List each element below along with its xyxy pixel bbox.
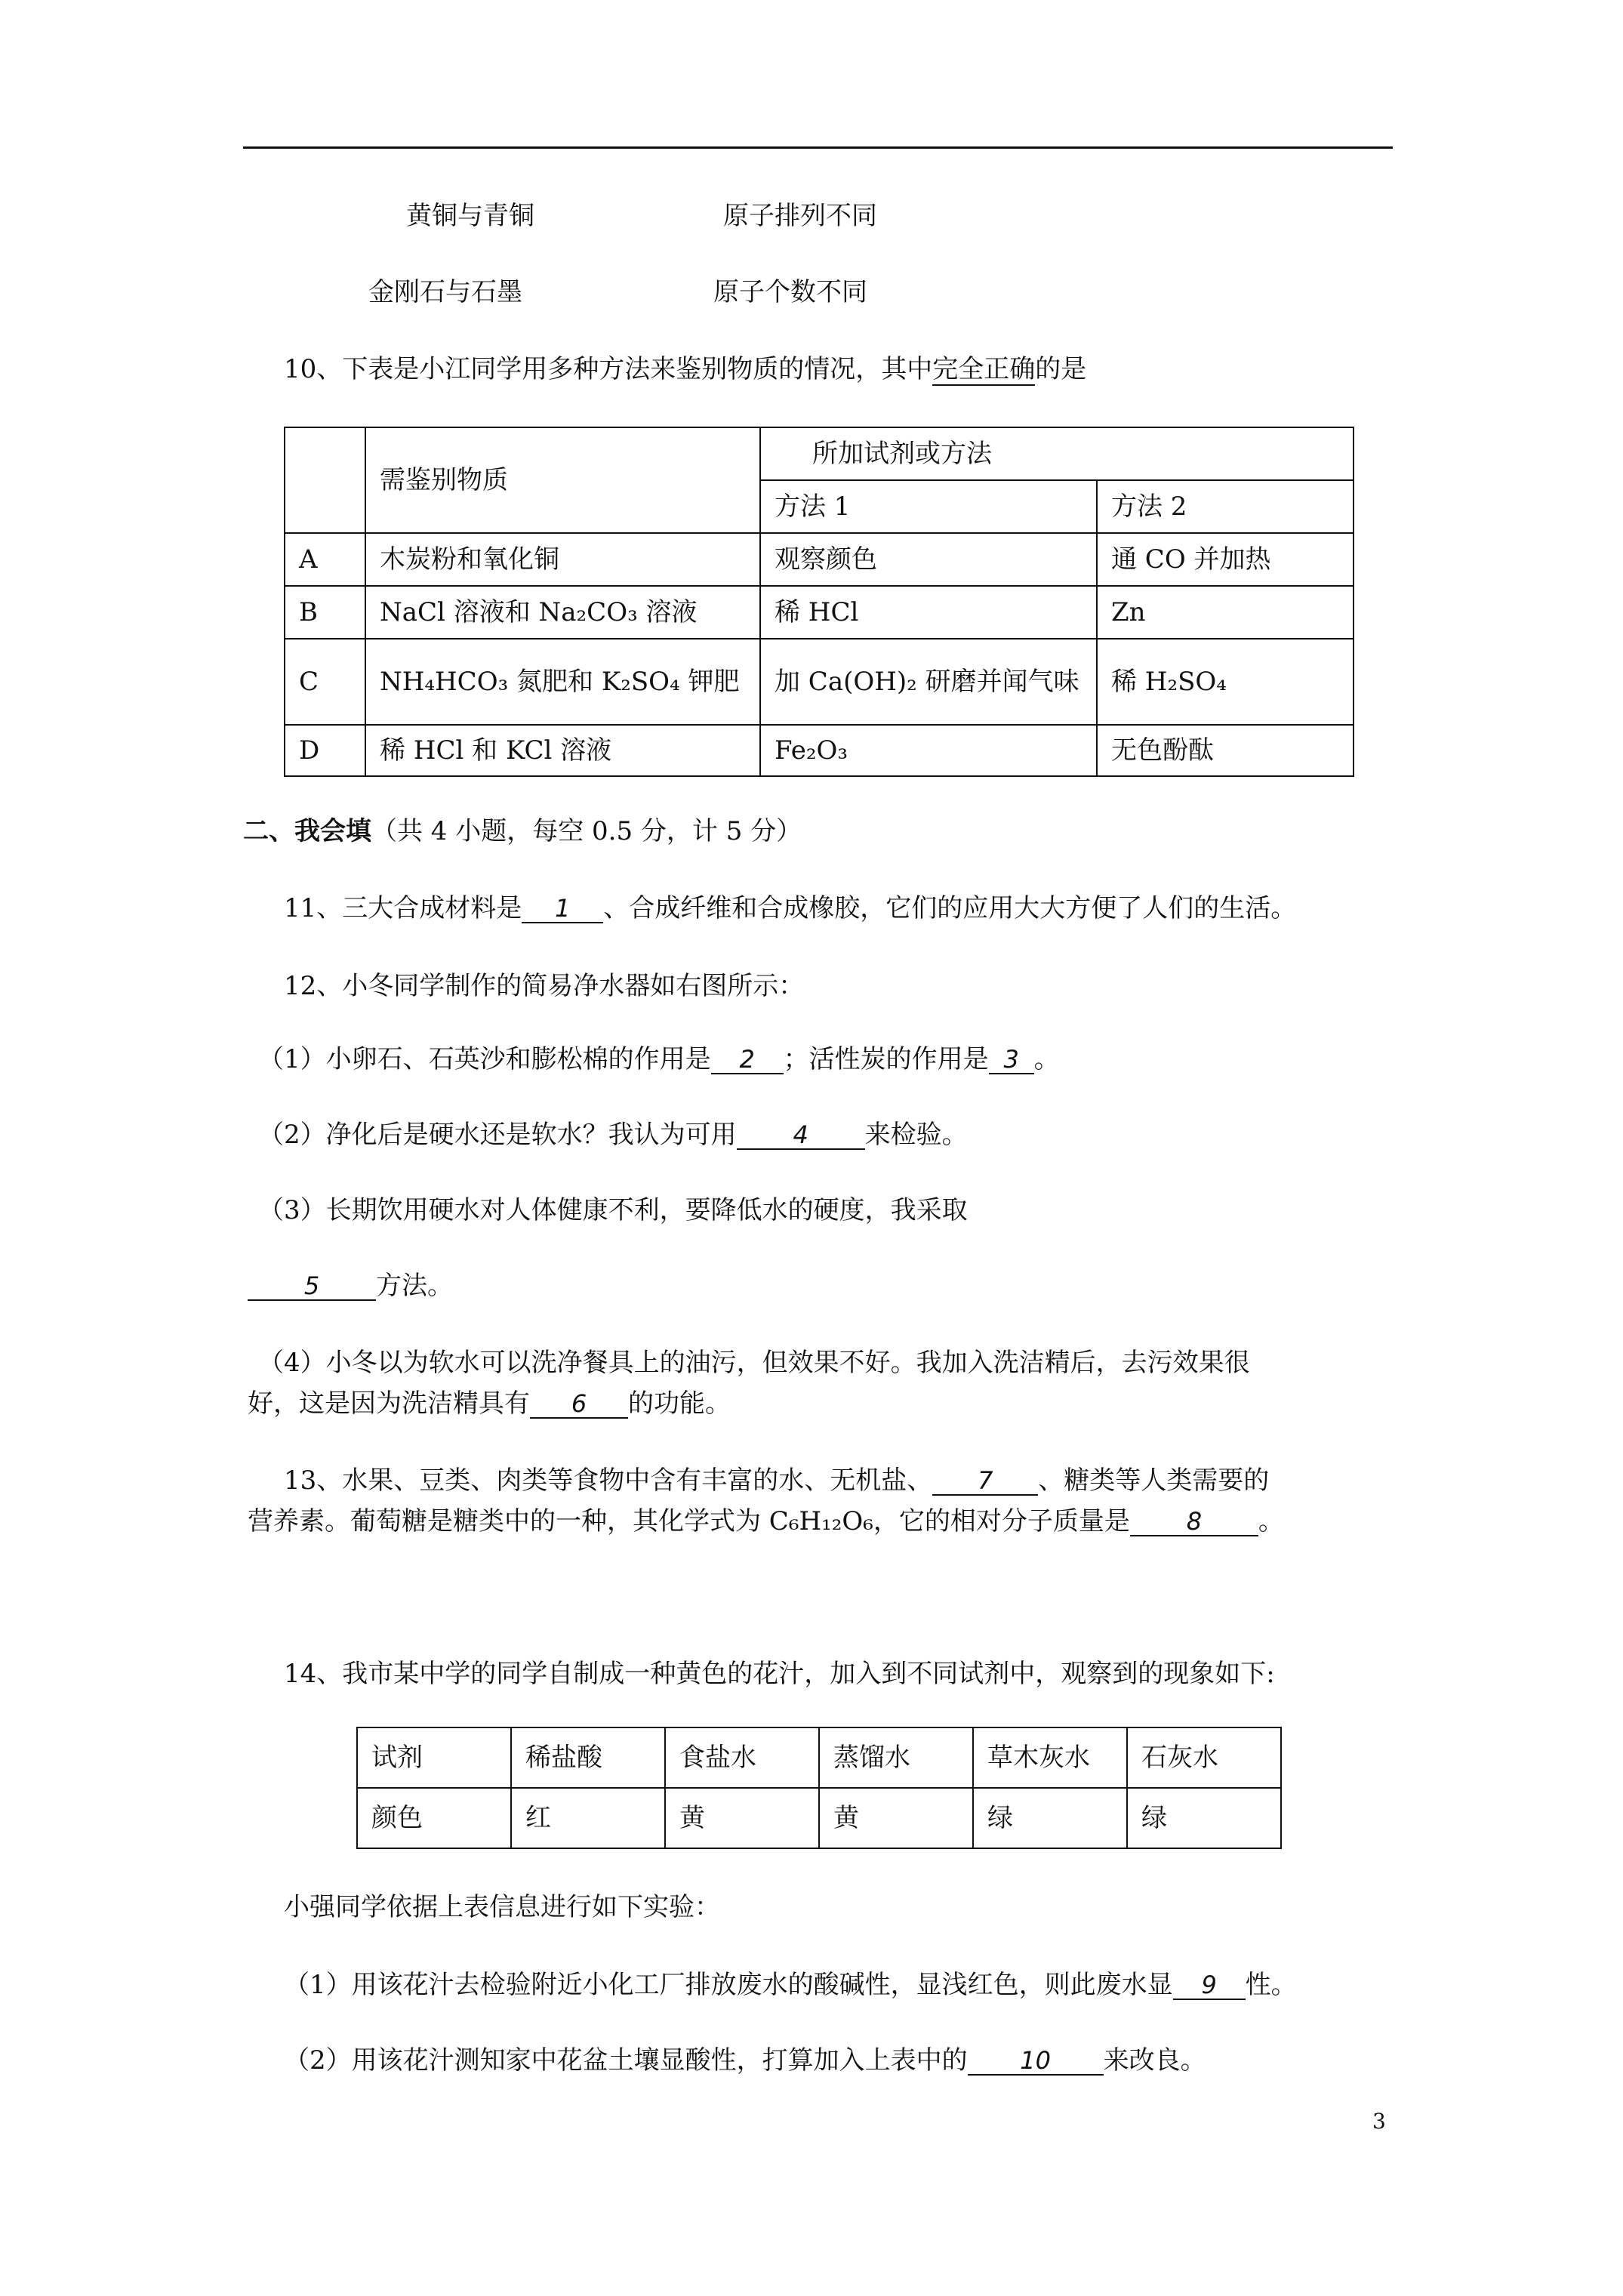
table-cell: 稀盐酸 (511, 1727, 665, 1788)
q12-1-text-a: （1）小卵石、石英沙和膨松棉的作用是 (258, 1044, 711, 1074)
answer-blank-5[interactable]: 5 (248, 1273, 376, 1301)
q14-intro: 14、我市某中学的同学自制成一种黄色的花汁，加入到不同试剂中，观察到的现象如下: (284, 1659, 1275, 1689)
table-cell: 蒸馏水 (819, 1727, 973, 1788)
q10-emphasis: 完全正确 (932, 354, 1036, 384)
q14-2-text-a: （2）用该花汁测知家中花盆土壤显酸性，打算加入上表中的 (284, 2045, 968, 2076)
table-row (285, 725, 1354, 776)
q14-2-text-b: 来改良。 (1103, 2045, 1206, 2076)
table-cell: 绿 (1127, 1788, 1281, 1848)
q12-4-text-b: 的功能。 (628, 1388, 731, 1419)
q10-suffix: 的是 (1035, 354, 1087, 384)
table-row (285, 586, 1354, 639)
row-label: C (285, 639, 365, 725)
table-cell: 草木灰水 (973, 1727, 1127, 1788)
q13-text-b: 、糖类等人类需要的 (1038, 1465, 1270, 1496)
indicator-table (356, 1727, 1282, 1849)
q13-line2 (248, 1505, 1284, 1538)
q12-4-text-a: 好，这是因为洗洁精具有 (248, 1388, 530, 1419)
method2-cell: 稀 H₂SO₄ (1097, 639, 1354, 725)
answer-blank-2[interactable]: 2 (711, 1046, 784, 1074)
section-2-detail: （共 4 小题，每空 0.5 分，计 5 分） (371, 816, 802, 846)
substance-cell: 稀 HCl 和 KCl 溶液 (365, 725, 760, 776)
q11-text-a: 11、三大合成材料是 (284, 893, 522, 923)
answer-blank-4[interactable]: 4 (737, 1122, 865, 1150)
method1-cell: 加 Ca(OH)₂ 研磨并闻气味 (760, 639, 1097, 725)
substance-cell: NH₄HCO₃ 氮肥和 K₂SO₄ 钾肥 (365, 639, 760, 725)
section-2-heading (243, 815, 802, 848)
table1-corner-cell (285, 427, 365, 533)
q12-part4-line1: （4）小冬以为软水可以洗净餐具上的油污，但效果不好。我加入洗洁精后，去污效果很 (258, 1348, 1250, 1378)
q11 (284, 892, 1296, 925)
q11-text-b: 、合成纤维和合成橡胶，它们的应用大大方便了人们的生活。 (603, 893, 1297, 923)
q12-2-text-a: （2）净化后是硬水还是软水？我认为可用 (258, 1120, 737, 1150)
q12-1-text-b: ；活性炭的作用是 (783, 1044, 989, 1074)
method2-cell: 通 CO 并加热 (1097, 533, 1354, 586)
q12-1-text-c: 。 (1033, 1044, 1060, 1074)
table-cell: 绿 (973, 1788, 1127, 1848)
q12-2-text-b: 来检验。 (864, 1120, 968, 1150)
table-row (285, 639, 1354, 725)
match-right-1: 原子排列不同 (723, 201, 877, 231)
table-cell: 黄 (665, 1788, 819, 1848)
table-cell: 石灰水 (1127, 1727, 1281, 1788)
table1-header-substance: 需鉴别物质 (365, 427, 760, 533)
answer-blank-3[interactable]: 3 (989, 1046, 1034, 1074)
substance-cell: NaCl 溶液和 Na₂CO₃ 溶液 (365, 586, 760, 639)
substance-cell: 木炭粉和氧化铜 (365, 533, 760, 586)
q14-part2 (284, 2045, 1206, 2077)
q12-intro: 12、小冬同学制作的简易净水器如右图所示： (284, 971, 805, 1001)
method2-cell: Zn (1097, 586, 1354, 639)
answer-blank-10[interactable]: 10 (968, 2048, 1104, 2076)
table1-header-row (285, 427, 1354, 480)
q12-part3: （3）长期饮用硬水对人体健康不利，要降低水的硬度，我采取 (258, 1195, 968, 1225)
q13-text-d: 。 (1258, 1506, 1284, 1536)
q13-line1 (284, 1465, 1269, 1497)
q14-experiment-intro: 小强同学依据上表信息进行如下实验： (284, 1892, 720, 1922)
table1-header-method1: 方法 1 (760, 480, 1097, 533)
row-label: A (285, 533, 365, 586)
table-cell: 红 (511, 1788, 665, 1848)
identification-table (284, 427, 1354, 777)
table-cell: 试剂 (357, 1727, 511, 1788)
answer-blank-1[interactable]: 1 (522, 895, 603, 923)
answer-blank-8[interactable]: 8 (1130, 1509, 1258, 1536)
q14-1-text-b: 性。 (1245, 1970, 1297, 2000)
page-number: 3 (1372, 2109, 1386, 2134)
q10-prefix: 10、下表是小江同学用多种方法来鉴别物质的情况，其中 (284, 354, 933, 384)
q14-1-text-a: （1）用该花汁去检验附近小化工厂排放废水的酸碱性，显浅红色，则此废水显 (284, 1970, 1173, 2000)
method1-cell: Fe₂O₃ (760, 725, 1097, 776)
table-row (285, 533, 1354, 586)
q12-part2 (258, 1119, 968, 1151)
table-cell: 颜色 (357, 1788, 511, 1848)
match-right-2: 原子个数不同 (713, 277, 867, 307)
color-row (357, 1788, 1281, 1848)
q14-part1 (284, 1969, 1297, 2002)
section-2-title: 二、我会填 (243, 816, 371, 846)
answer-blank-7[interactable]: 7 (932, 1468, 1038, 1496)
q10-stem (284, 353, 1086, 386)
row-label: B (285, 586, 365, 639)
method1-cell: 稀 HCl (760, 586, 1097, 639)
answer-blank-6[interactable]: 6 (530, 1391, 628, 1419)
answer-blank-9[interactable]: 9 (1173, 1972, 1246, 2000)
header-rule (243, 146, 1393, 149)
table1-header-reagent: 所加试剂或方法 (760, 427, 1354, 480)
table-cell: 黄 (819, 1788, 973, 1848)
q12-part4-line2 (248, 1388, 731, 1420)
method1-cell: 观察颜色 (760, 533, 1097, 586)
q12-3-text-b: 方法。 (376, 1271, 453, 1301)
q13-text-a: 13、水果、豆类、肉类等食物中含有丰富的水、无机盐、 (284, 1465, 933, 1496)
table1-header-method2: 方法 2 (1097, 480, 1354, 533)
reagent-row (357, 1727, 1281, 1788)
q12-part1 (258, 1043, 1060, 1076)
row-label: D (285, 725, 365, 776)
match-left-1: 黄铜与青铜 (406, 201, 534, 231)
match-left-2: 金刚石与石墨 (368, 277, 522, 307)
table-cell: 食盐水 (665, 1727, 819, 1788)
method2-cell: 无色酚酞 (1097, 725, 1354, 776)
q12-part3-line2 (248, 1270, 453, 1302)
q13-text-c: 营养素。葡萄糖是糖类中的一种，其化学式为 C₆H₁₂O₆，它的相对分子质量是 (248, 1506, 1130, 1536)
